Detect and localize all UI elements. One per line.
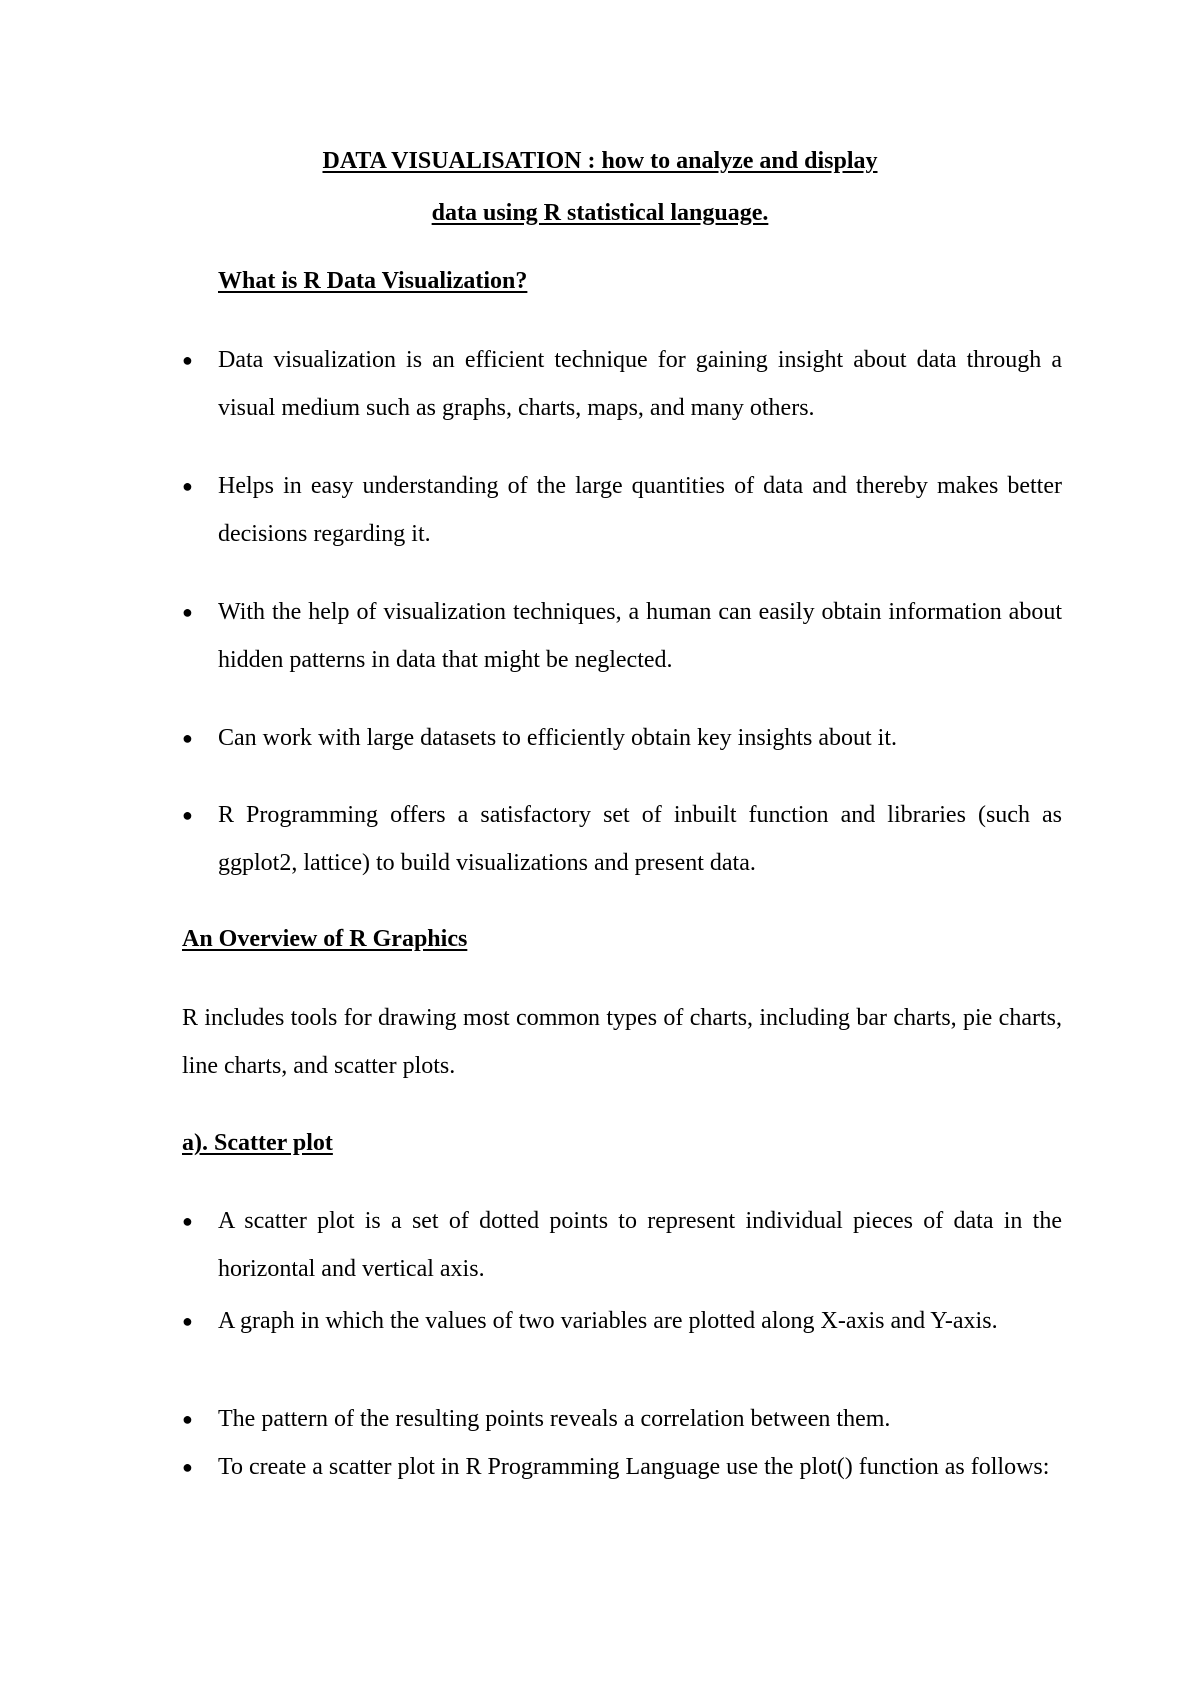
bullet-icon: ● [182,1457,193,1477]
bullet-icon: ● [182,1211,193,1231]
list-item-text: Data visualization is an efficient technique for gaining insight about data through a visual medium such as graphs, charts, maps, and many others. [218,347,1062,421]
bullet-icon: ● [182,1311,193,1331]
document-title-line-2: data using R statistical language. [431,200,769,226]
list-item-text: A scatter plot is a set of dotted points to represent individual pieces of data in the horizontal and vertical axis. [218,1208,1062,1282]
list-item-text: The pattern of the resulting points reveals a correlation between them. [218,1406,891,1432]
bullet-icon: ● [182,805,193,825]
list-item-text: A graph in which the values of two variables are plotted along X-axis and Y-axis. [218,1308,998,1334]
bullet-icon: ● [182,728,193,748]
section-heading-overview: An Overview of R Graphics [182,926,468,952]
list-item-text: With the help of visualization techniques, a human can easily obtain information about hidden patterns in data that might be neglected. [218,599,1062,673]
list-item-text: R Programming offers a satisfactory set of inbuilt function and libraries (such as ggplot2, lattice) to build visualizations and present data. [218,802,1062,876]
document-title-line-1: DATA VISUALISATION : how to analyze and display [322,148,878,174]
section-heading-what-is-r: What is R Data Visualization? [218,268,528,294]
bullet-icon: ● [182,1409,193,1429]
bullet-icon: ● [182,476,193,496]
overview-paragraph: R includes tools for drawing most common types of charts, including bar charts, pie charts, line charts, and scatter plots. [182,1005,1062,1079]
bullet-icon: ● [182,602,193,622]
list-item-text: Can work with large datasets to efficiently obtain key insights about it. [218,725,897,751]
list-item-text: To create a scatter plot in R Programming Language use the plot() function as follows: [218,1454,1050,1480]
section-heading-scatter-plot: a). Scatter plot [182,1130,333,1156]
bullet-icon: ● [182,350,193,370]
list-item-text: Helps in easy understanding of the large quantities of data and thereby makes better decisions regarding it. [218,473,1062,547]
